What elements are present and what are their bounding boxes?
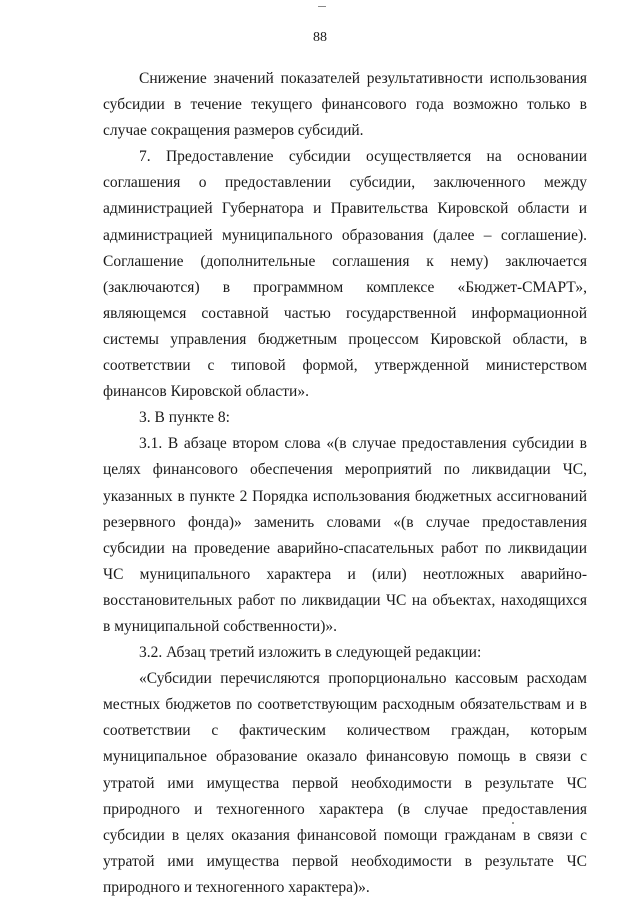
paragraph-3-1: 3.1. В абзаце втором слова «(в случае предоставления субсидии в целях финансового обеспечения мероприятий по ликвидации ЧС, указанных в пункте 2 Порядка использования бюджетных ассигнований резервного фонда)» заменить словами «(в случае предоставления субсидии на проведение аварийно-спасательных работ по ликвидации ЧС муниципального характера и (или) неотложных аварийно-восстановительных работ по ликвидации ЧС на объектах, находящихся в муниципальной собственности)». bbox=[103, 435, 587, 635]
paragraph-quote-subsidies: «Субсидии перечисляются пропорционально кассовым расходам местных бюджетов по соответствующим расходным обязательствам и в соответствии с фактическим количеством граждан, которым муниципальное образование оказало финансовую помощь в связи с утратой ими имущества первой необходимости в результате ЧС природного и техногенного характера (в случае предоставления субсидии в целях оказания финансовой помощи гражданам в связи с утратой ими имущества первой необходимости в результате ЧС природного и техногенного характера)». bbox=[103, 670, 587, 896]
paragraph-subsidy-reduction: Снижение значений показателей результативности использования субсидии в течение текущего финансового года возможно только в случае сокращения размеров субсидий. bbox=[103, 70, 587, 140]
scan-mark bbox=[318, 6, 326, 7]
paragraph-7-agreement: 7. Предоставление субсидии осуществляется на основании соглашения о предоставлении субсидии, заключенного между администрацией Губернатора и Правительства Кировской области и администрацией муниципального образования (далее – соглашение). Соглашение (дополнительные соглашения к нему) заключается (заключаются) в программном комплексе «Бюджет-СМАРТ», являющемся составной частью государственной информационной системы управления бюджетным процессом Кировской области, в соответствии с типовой формой, утвержденной министерством финансов Кировской области». bbox=[103, 148, 587, 401]
paragraph-3-2: 3.2. Абзац третий изложить в следующей редакции: bbox=[139, 644, 482, 662]
paragraph-3-point-8: 3. В пункте 8: bbox=[139, 409, 230, 427]
page-number: 88 bbox=[313, 30, 327, 45]
scan-dot bbox=[512, 822, 514, 824]
document-body bbox=[103, 66, 587, 901]
